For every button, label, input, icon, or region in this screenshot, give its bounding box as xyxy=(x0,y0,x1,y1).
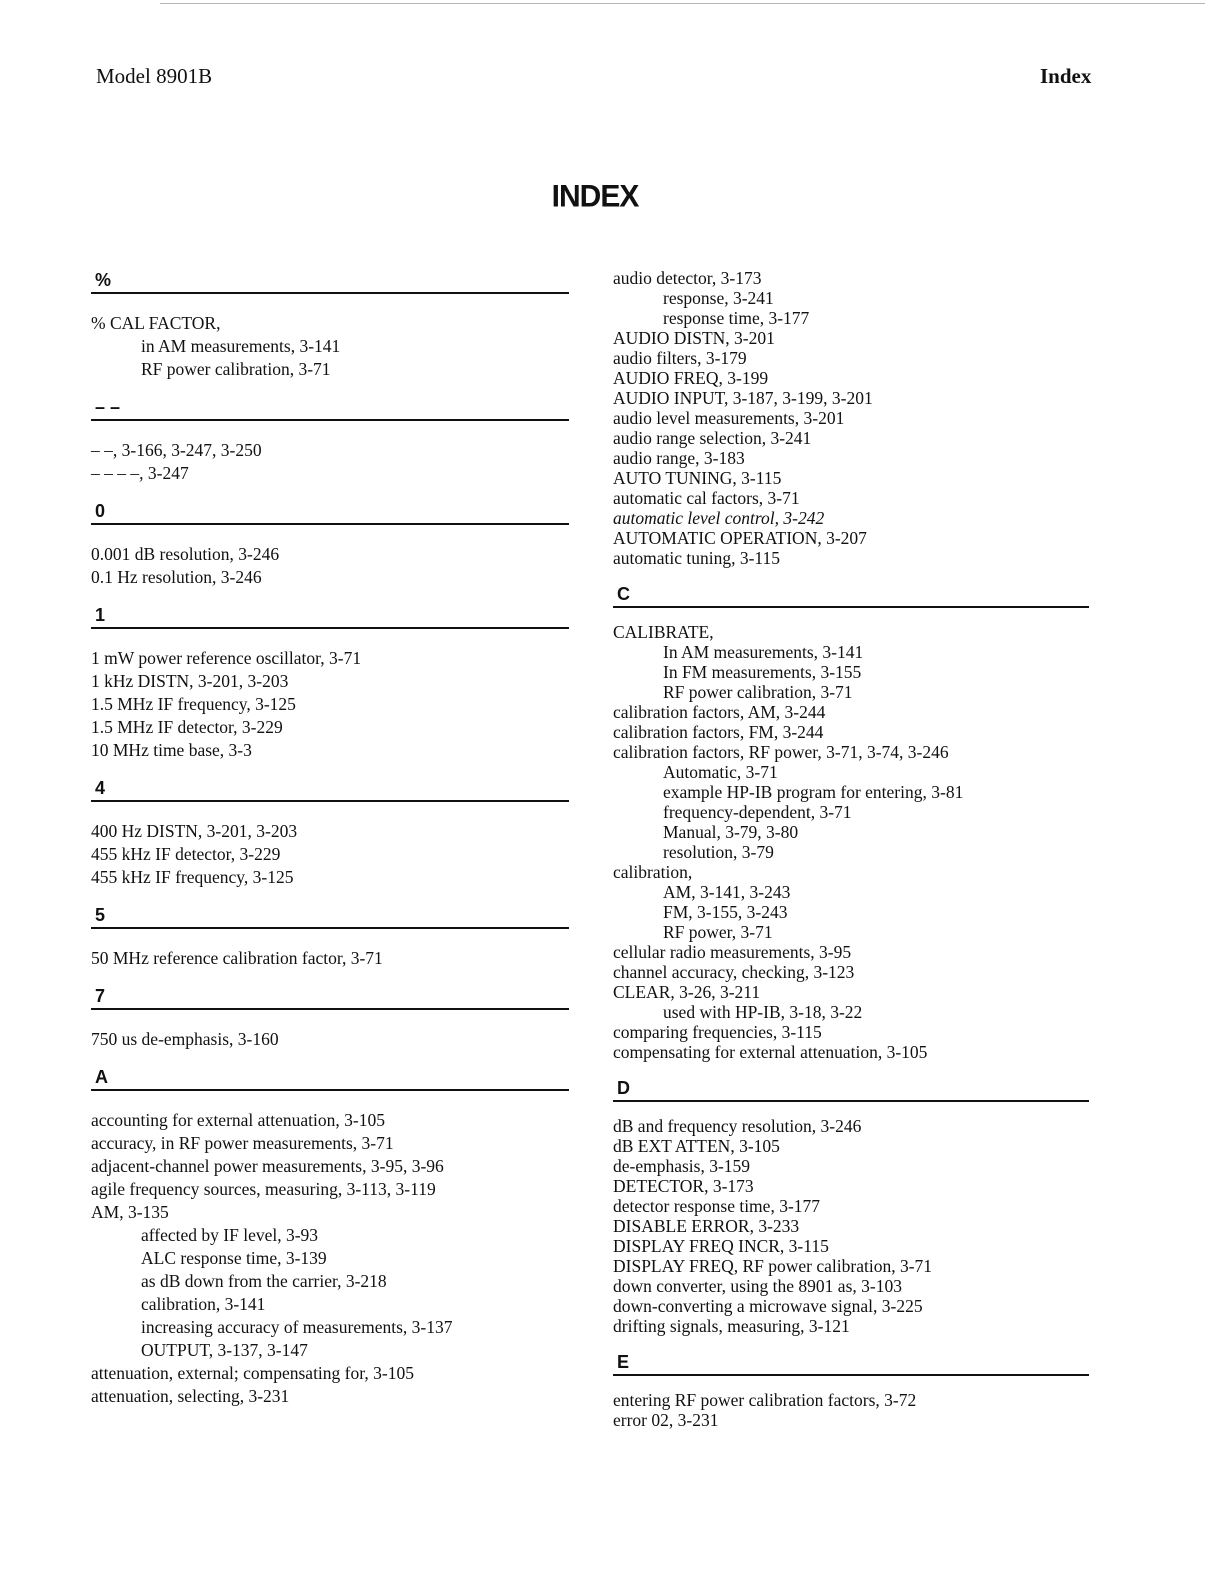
index-entry: 10 MHz time base, 3-3 xyxy=(91,740,252,760)
index-entry: AUTOMATIC OPERATION, 3-207 xyxy=(613,528,867,548)
index-entry: audio filters, 3-179 xyxy=(613,348,747,368)
index-entry: down converter, using the 8901 as, 3-103 xyxy=(613,1276,902,1296)
index-entry: entering RF power calibration factors, 3-72 xyxy=(613,1390,917,1410)
section-heading: – – xyxy=(91,395,569,421)
index-entry: attenuation, external; compensating for, 3-105 xyxy=(91,1363,414,1383)
index-entry: CLEAR, 3-26, 3-211 xyxy=(613,982,761,1002)
section-heading: E xyxy=(613,1350,1089,1376)
index-entry: DISABLE ERROR, 3-233 xyxy=(613,1216,800,1236)
index-subentry: AM, 3-141, 3-243 xyxy=(663,882,791,902)
index-subentry: In FM measurements, 3-155 xyxy=(663,662,862,682)
index-section xyxy=(613,1076,1089,1336)
section-heading: 7 xyxy=(91,984,569,1010)
index-subentry: ALC response time, 3-139 xyxy=(141,1248,327,1268)
index-entry: agile frequency sources, measuring, 3-113, 3-119 xyxy=(91,1179,436,1199)
index-entry: audio range, 3-183 xyxy=(613,448,745,468)
index-entry: calibration factors, AM, 3-244 xyxy=(613,702,826,722)
index-entry: 455 kHz IF frequency, 3-125 xyxy=(91,867,294,887)
index-subentry: OUTPUT, 3-137, 3-147 xyxy=(141,1340,308,1360)
index-subentry: FM, 3-155, 3-243 xyxy=(663,902,788,922)
index-entry: channel accuracy, checking, 3-123 xyxy=(613,962,855,982)
index-entry: calibration factors, RF power, 3-71, 3-74, 3-246 xyxy=(613,742,949,762)
index-entry: attenuation, selecting, 3-231 xyxy=(91,1386,290,1406)
index-section xyxy=(91,268,569,381)
section-heading: D xyxy=(613,1076,1089,1102)
page-title: INDEX xyxy=(551,179,639,214)
section-heading: 1 xyxy=(91,603,569,629)
index-entry: DISPLAY FREQ, RF power calibration, 3-71 xyxy=(613,1256,933,1276)
index-entry: down-converting a microwave signal, 3-225 xyxy=(613,1296,923,1316)
index-entry: detector response time, 3-177 xyxy=(613,1196,821,1216)
index-section xyxy=(91,776,569,889)
index-entry: calibration factors, FM, 3-244 xyxy=(613,722,824,742)
index-entry: CALIBRATE, xyxy=(613,622,714,642)
index-entry: accuracy, in RF power measurements, 3-71 xyxy=(91,1133,394,1153)
right-lead-entries xyxy=(613,268,1089,568)
left-column xyxy=(91,268,569,1422)
index-entry: automatic tuning, 3-115 xyxy=(613,548,781,568)
index-subentry: RF power calibration, 3-71 xyxy=(141,359,331,379)
index-subentry: example HP-IB program for entering, 3-81 xyxy=(663,782,964,802)
index-entry: automatic level control, 3-242 xyxy=(613,508,825,528)
index-entry: 455 kHz IF detector, 3-229 xyxy=(91,844,281,864)
index-section xyxy=(91,603,569,762)
index-entry: cellular radio measurements, 3-95 xyxy=(613,942,852,962)
index-subentry: as dB down from the carrier, 3-218 xyxy=(141,1271,387,1291)
index-entry: AM, 3-135 xyxy=(91,1202,169,1222)
index-entry: drifting signals, measuring, 3-121 xyxy=(613,1316,850,1336)
index-subentry: affected by IF level, 3-93 xyxy=(141,1225,319,1245)
index-subentry: In AM measurements, 3-141 xyxy=(663,642,864,662)
index-entry: 750 us de-emphasis, 3-160 xyxy=(91,1029,279,1049)
index-section xyxy=(613,1350,1089,1430)
index-section xyxy=(91,1065,569,1408)
index-entry: de-emphasis, 3-159 xyxy=(613,1156,751,1176)
index-entry: comparing frequencies, 3-115 xyxy=(613,1022,822,1042)
index-subentry: RF power calibration, 3-71 xyxy=(663,682,853,702)
index-entry: accounting for external attenuation, 3-105 xyxy=(91,1110,385,1130)
index-entry: AUTO TUNING, 3-115 xyxy=(613,468,782,488)
index-subentry: response time, 3-177 xyxy=(663,308,810,328)
index-subentry: calibration, 3-141 xyxy=(141,1294,266,1314)
index-section xyxy=(91,903,569,970)
index-entry: dB and frequency resolution, 3-246 xyxy=(613,1116,862,1136)
index-entry: AUDIO INPUT, 3-187, 3-199, 3-201 xyxy=(613,388,873,408)
index-entry: AUDIO FREQ, 3-199 xyxy=(613,368,769,388)
section-heading: 5 xyxy=(91,903,569,929)
index-section xyxy=(613,582,1089,1062)
section-heading: 0 xyxy=(91,499,569,525)
index-entry: 400 Hz DISTN, 3-201, 3-203 xyxy=(91,821,298,841)
index-entry: – – – –, 3-247 xyxy=(91,463,189,483)
index-subentry: Automatic, 3-71 xyxy=(663,762,778,782)
index-subentry: response, 3-241 xyxy=(663,288,774,308)
section-heading: A xyxy=(91,1065,569,1091)
index-entry: AUDIO DISTN, 3-201 xyxy=(613,328,775,348)
running-header-section: Index xyxy=(1040,64,1092,88)
index-subentry: Manual, 3-79, 3-80 xyxy=(663,822,799,842)
index-entry: 1 kHz DISTN, 3-201, 3-203 xyxy=(91,671,289,691)
index-subentry: resolution, 3-79 xyxy=(663,842,774,862)
index-entry: % CAL FACTOR, xyxy=(91,313,221,333)
index-entry: 1.5 MHz IF detector, 3-229 xyxy=(91,717,283,737)
index-entry: audio level measurements, 3-201 xyxy=(613,408,845,428)
section-heading: 4 xyxy=(91,776,569,802)
index-entry: DISPLAY FREQ INCR, 3-115 xyxy=(613,1236,829,1256)
index-section xyxy=(91,499,569,589)
index-entry: DETECTOR, 3-173 xyxy=(613,1176,754,1196)
index-section xyxy=(91,395,569,485)
index-entry: 1.5 MHz IF frequency, 3-125 xyxy=(91,694,296,714)
index-entry: – –, 3-166, 3-247, 3-250 xyxy=(91,440,262,460)
index-subentry: frequency-dependent, 3-71 xyxy=(663,802,852,822)
index-subentry: in AM measurements, 3-141 xyxy=(141,336,341,356)
index-entry: error 02, 3-231 xyxy=(613,1410,719,1430)
index-entry: adjacent-channel power measurements, 3-95, 3-96 xyxy=(91,1156,444,1176)
index-entry: audio detector, 3-173 xyxy=(613,268,762,288)
index-entry: automatic cal factors, 3-71 xyxy=(613,488,800,508)
index-subentry: RF power, 3-71 xyxy=(663,922,773,942)
top-rule xyxy=(160,3,1205,4)
index-subentry: increasing accuracy of measurements, 3-137 xyxy=(141,1317,453,1337)
index-entry: compensating for external attenuation, 3-105 xyxy=(613,1042,928,1062)
index-subentry: used with HP-IB, 3-18, 3-22 xyxy=(663,1002,863,1022)
index-entry: 50 MHz reference calibration factor, 3-71 xyxy=(91,948,383,968)
index-entry: 1 mW power reference oscillator, 3-71 xyxy=(91,648,362,668)
right-column xyxy=(613,268,1089,1430)
section-heading: C xyxy=(613,582,1089,608)
index-entry: 0.001 dB resolution, 3-246 xyxy=(91,544,280,564)
index-entry: audio range selection, 3-241 xyxy=(613,428,812,448)
index-entry: dB EXT ATTEN, 3-105 xyxy=(613,1136,780,1156)
section-heading: % xyxy=(91,268,569,294)
index-section xyxy=(91,984,569,1051)
index-entry: calibration, xyxy=(613,862,693,882)
index-entry: 0.1 Hz resolution, 3-246 xyxy=(91,567,262,587)
running-header-model: Model 8901B xyxy=(96,64,213,88)
